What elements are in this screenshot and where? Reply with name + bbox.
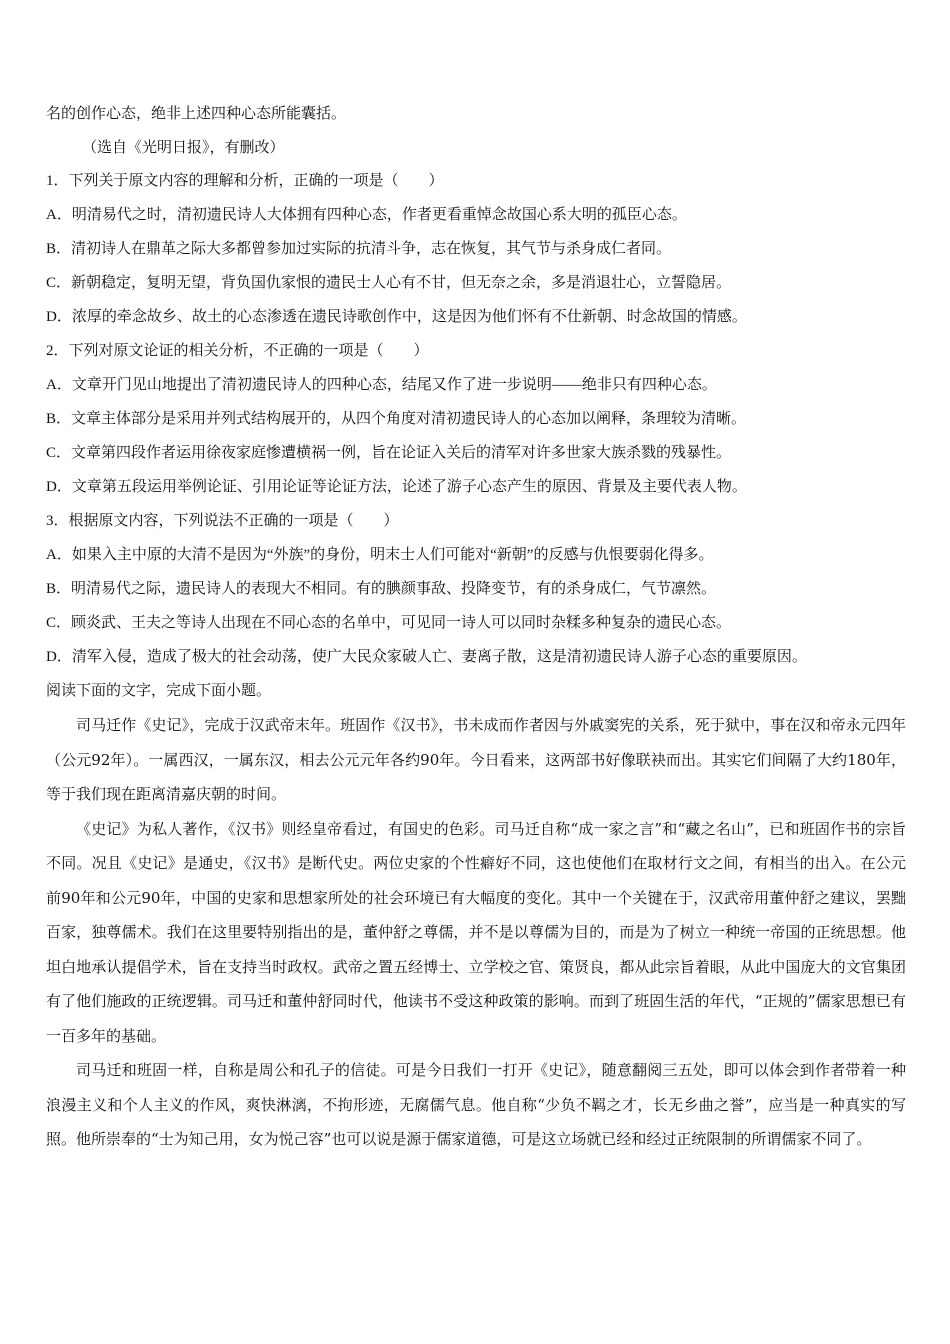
question-2 bbox=[46, 334, 906, 504]
option-b: B．明清易代之际，遗民诗人的表现大不相同。有的腆颜事敌、投降变节，有的杀身成仁，气节凛然。 bbox=[46, 581, 717, 597]
option-d: D．文章第五段运用举例论证、引用论证等论证方法，论述了游子心态产生的原因、背景及主要代表人物。 bbox=[46, 479, 747, 495]
option-a: A．明清易代之时，清初遗民诗人大体拥有四种心态，作者更看重悼念故国心系大明的孤臣心态。 bbox=[46, 207, 687, 223]
source-citation: （选自《光明日报》，有删改） bbox=[82, 138, 285, 156]
question-1 bbox=[46, 164, 906, 334]
passage-paragraph-2: 《史记》为私人著作，《汉书》则经皇帝看过，有国史的色彩。司马迁自称“成一家之言”和“藏之名山”，已和班固作书的宗旨不同。况且《史记》是通史，《汉书》是断代史。两位史家的个性癖好不同，这也使他们在取材行文之间，有相当的出入。在公元前90年和公元90年，中国的史家和思想家所处的社会环境已有大幅度的变化。其中一个关键在于，汉武帝用董仲舒之建议，罢黜百家，独尊儒术。我们在这里要特别指出的是，董仲舒之尊儒，并不是以尊儒为目的，而是为了树立一种统一帝国的正统思想。他坦白地承认提倡学术，旨在支持当时政权。武帝之置五经博士、立学校之官、策贤良，都从此宗旨着眼，从此中国庞大的文官集团有了他们施政的正统逻辑。司马迁和董仲舒同时代，他读书不受这种政策的影响。而到了班固生活的年代，“正规的”儒家思想已有一百多年的基础。 bbox=[46, 819, 906, 1045]
option-b: B．清初诗人在鼎革之际大多都曾参加过实际的抗清斗争，志在恢复，其气节与杀身成仁者同。 bbox=[46, 241, 672, 257]
reading-passage bbox=[46, 708, 906, 1157]
question-3 bbox=[46, 504, 906, 674]
question-stem: 1．下列关于原文内容的理解和分析，正确的一项是（ ） bbox=[46, 173, 444, 189]
option-d: D．清军入侵，造成了极大的社会动荡，使广大民众家破人亡、妻离子散，这是清初遗民诗人游子心态的重要原因。 bbox=[46, 649, 807, 665]
option-c: C．顾炎武、王夫之等诗人出现在不同心态的名单中，可见同一诗人可以同时杂糅多种复杂的遗民心态。 bbox=[46, 615, 732, 631]
question-stem: 3．根据原文内容，下列说法不正确的一项是（ ） bbox=[46, 513, 399, 529]
reading-instruction: 阅读下面的文字，完成下面小题。 bbox=[46, 683, 272, 699]
passage-paragraph-1: 司马迁作《史记》，完成于汉武帝末年。班固作《汉书》，书未成而作者因与外戚窦宪的关系，死于狱中，事在汉和帝永元四年（公元92年）。一属西汉，一属东汉，相去公元元年各约90年。今日看来，这两部书好像联袂而出。其实它们间隔了大约180年，等于我们现在距离清嘉庆朝的时间。 bbox=[46, 716, 906, 803]
option-a: A．文章开门见山地提出了清初遗民诗人的四种心态，结尾又作了进一步说明——绝非只有四种心态。 bbox=[46, 377, 717, 393]
option-a: A．如果入主中原的大清不是因为“外族”的身份，明末士人们可能对“新朝”的反感与仇恨要弱化得多。 bbox=[46, 547, 714, 563]
question-stem: 2．下列对原文论证的相关分析，不正确的一项是（ ） bbox=[46, 343, 429, 359]
continuation-line: 名的创作心态，绝非上述四种心态所能囊括。 bbox=[46, 104, 347, 122]
option-b: B．文章主体部分是采用并列式结构展开的，从四个角度对清初遗民诗人的心态加以阐释，条理较为清晰。 bbox=[46, 411, 747, 427]
option-d: D．浓厚的牵念故乡、故土的心态渗透在遗民诗歌创作中，这是因为他们怀有不仕新朝、时念故国的情感。 bbox=[46, 309, 747, 325]
option-c: C．文章第四段作者运用徐夜家庭惨遭横祸一例，旨在论证入关后的清军对许多世家大族杀戮的残暴性。 bbox=[46, 445, 732, 461]
document-page bbox=[46, 96, 906, 1157]
passage-paragraph-3: 司马迁和班固一样，自称是周公和孔子的信徒。可是今日我们一打开《史记》，随意翻阅三五处，即可以体会到作者带着一种浪漫主义和个人主义的作风，爽快淋漓，不拘形迹，无腐儒气息。他自称“少负不羁之才，长无乡曲之誉”，应当是一种真实的写照。他所崇奉的“士为知己用，女为悦己容”也可以说是源于儒家道德，可是这立场就已经和经过正统限制的所谓儒家不同了。 bbox=[46, 1061, 906, 1148]
option-c: C．新朝稳定，复明无望，背负国仇家恨的遗民士人心有不甘，但无奈之余，多是消退壮心，立誓隐居。 bbox=[46, 275, 732, 291]
